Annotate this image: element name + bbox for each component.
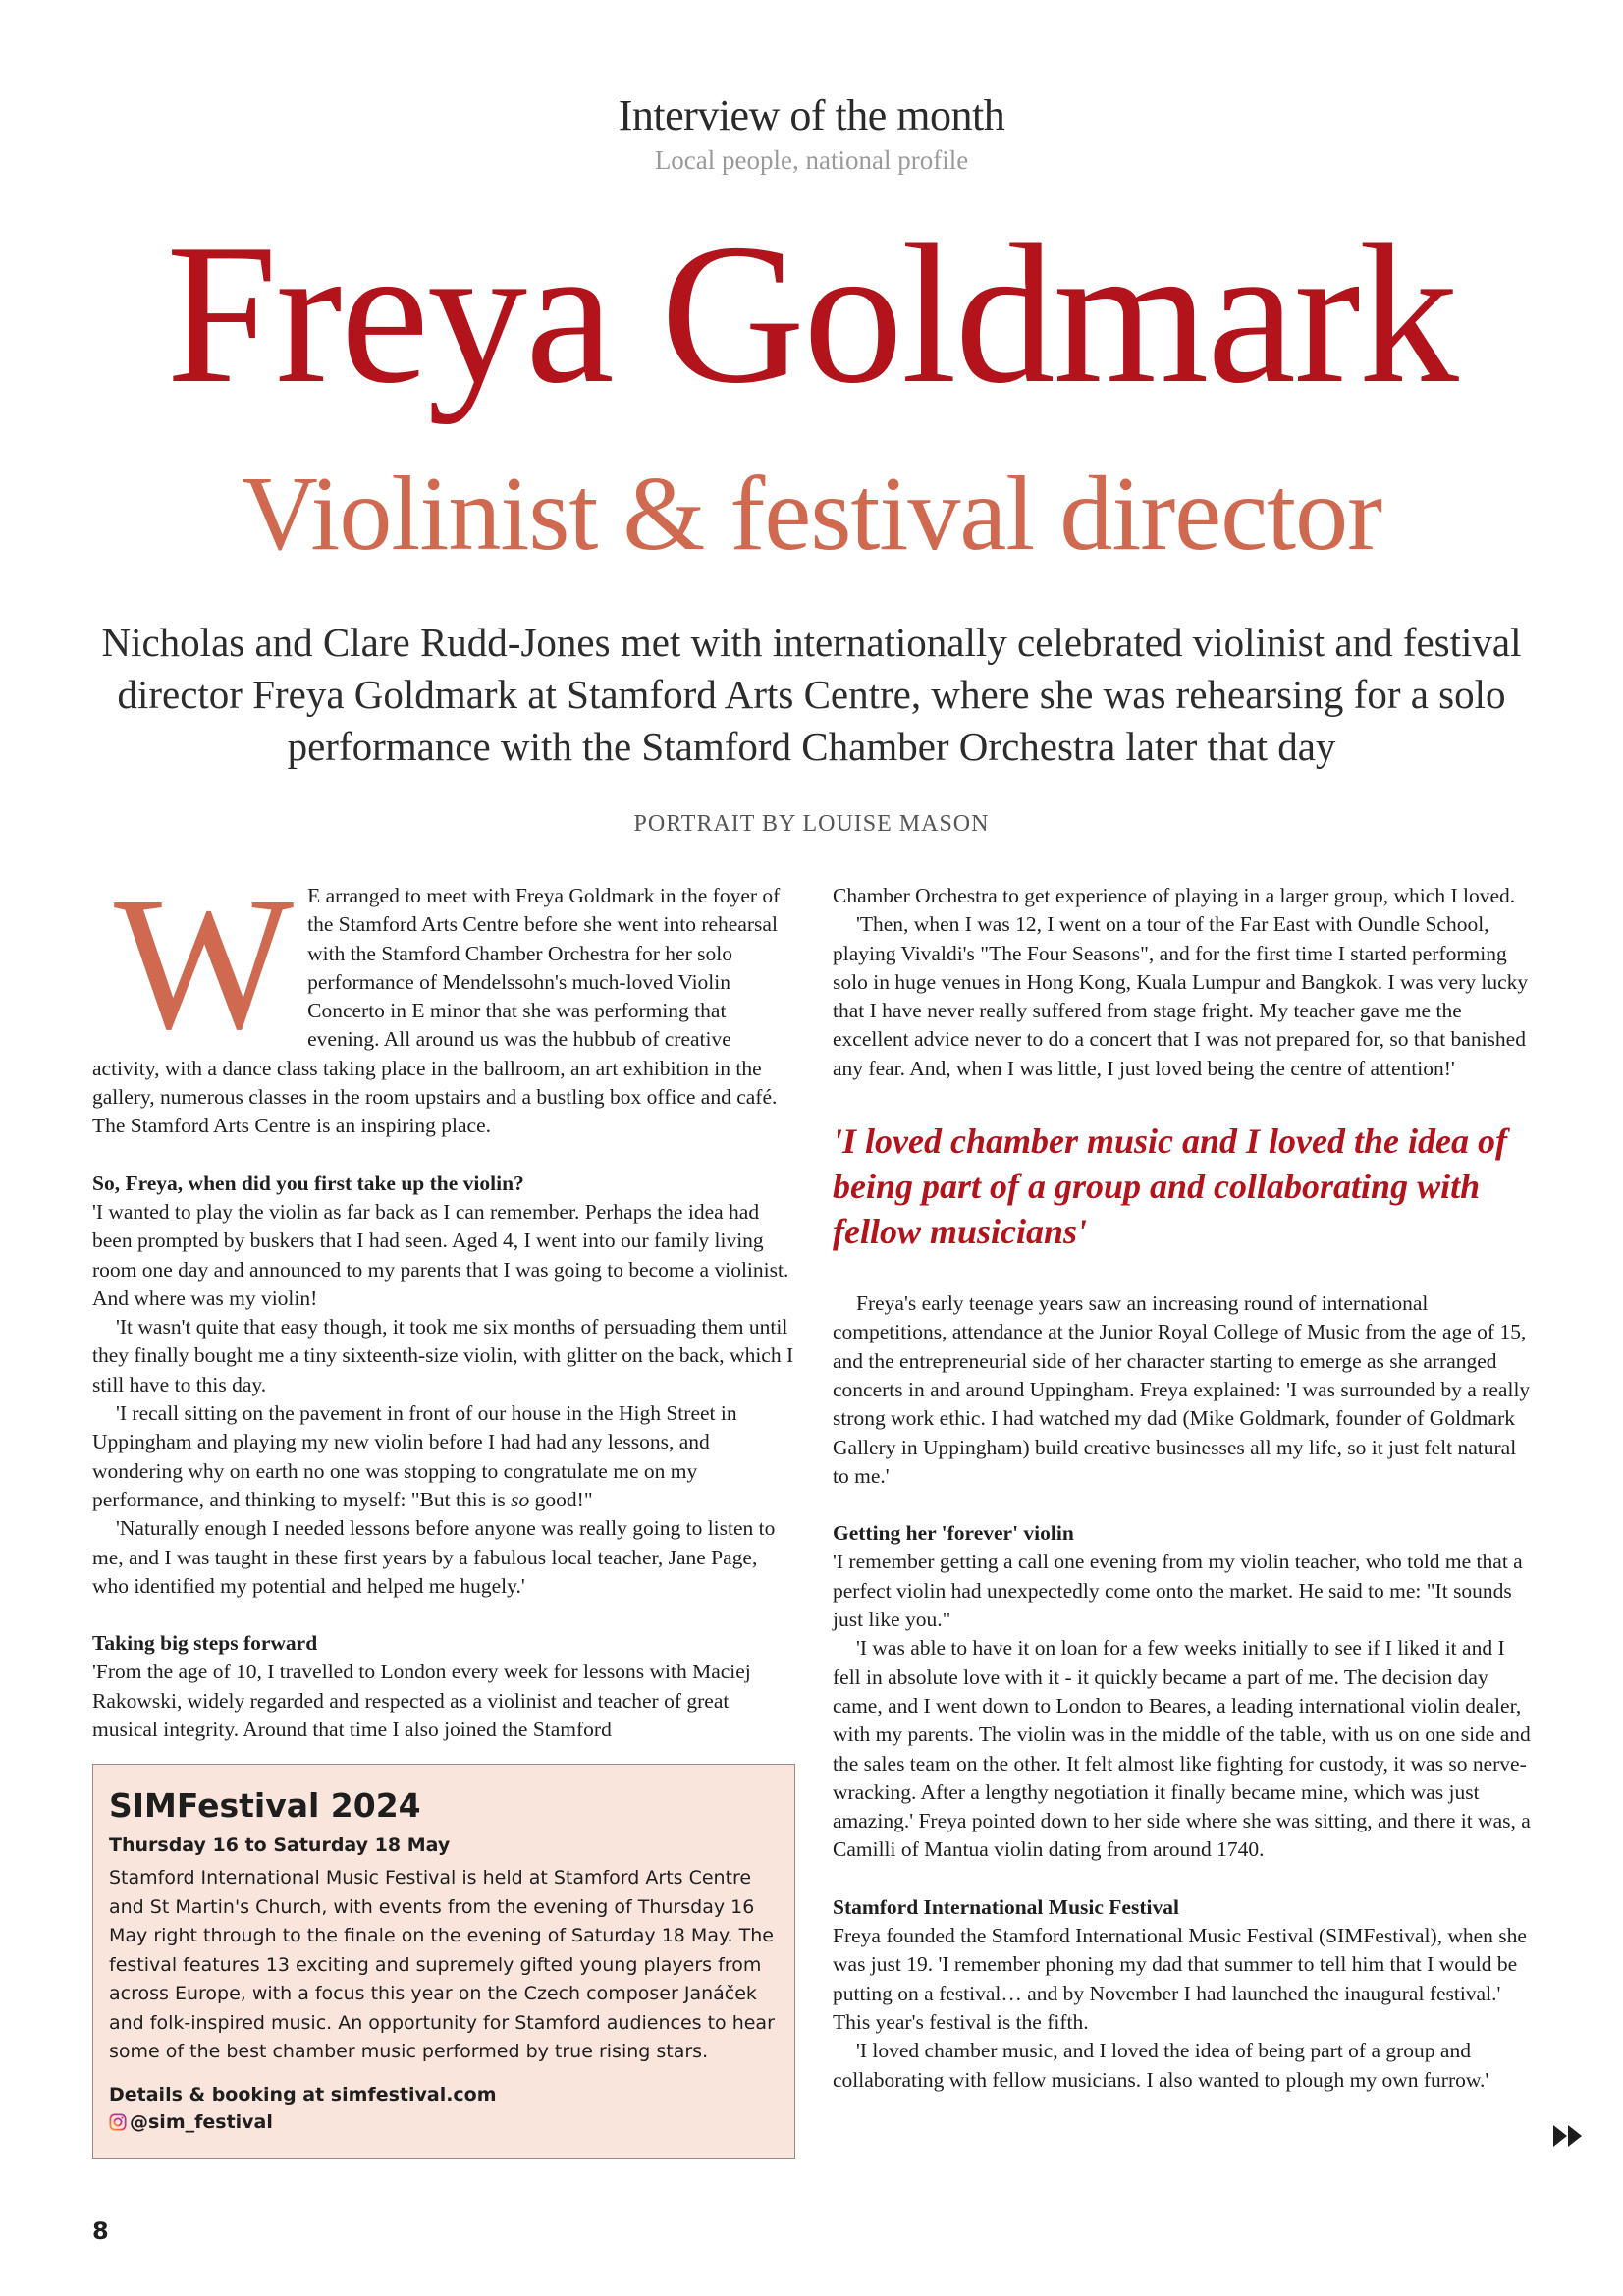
section-kicker-subtitle: Local people, national profile [654,145,969,175]
instagram-handle: @sim_festival [130,2110,273,2133]
paragraph: Freya's early teenage years saw an increasing round of international competitions, attendance at the Junior Royal College of Music from the age of 15, and the entrepreneurial side of her character starting to emerge as she arranged concerts in and around Uppingham. Freya explained: 'I was surrounded by a really strong work ethic. I had watched my dad (Mike Goldmark, founder of Goldmark Gallery in Uppingham) build creative businesses all my life, so it just felt natural to me.' [833,1291,1531,1488]
question-heading: So, Freya, when did you first take up the violin? [92,1171,524,1195]
section-kicker: Interview of the month [618,91,1005,139]
question-heading: Getting her 'forever' violin [833,1521,1074,1546]
page-title: Freya Goldmark [166,203,1457,425]
paragraph: 'Naturally enough I needed lessons before anyone was really going to listen to me, and I was taught in these first years by a fabulous local teacher, Jane Page, who identified my potential and helped me hugely.' [92,1516,776,1598]
festival-info-box [92,1764,795,2159]
intro-text: E arranged to meet with Freya Goldmark in the foyer of the Stamford Arts Centre before she went into rehearsal with the Stamford Chamber Orchestra for her solo performance of Mendelssohn's much-loved Violin Concerto in E minor that she was performing that evening. All around us was the hubbub of creative activity, with a dance class taking place in the ballroom, an art exhibition in the gallery, numerous classes in the room upstairs and a bustling box office and café. The Stamford Arts Centre is an inspiring place. [92,884,781,1138]
box-body: Stamford International Music Festival is held at Stamford Arts Centre and St Martin's Church, with events from the evening of Thursday 16 May right through to the finale on the evening of Saturday 18 May. The festival features 13 exciting and supremely gifted young players from across Europe, with a focus this year on the Czech composer Janáček and folk-inspired music. An opportunity for Stamford audiences to hear some of the best chamber music performed by true rising stars. [109,1867,775,2062]
paragraph: 'I remember getting a call one evening from my violin teacher, who told me that a perfect violin had unexpectedly come onto the market. He said to me: "It sounds just like you." [833,1550,1523,1632]
paragraph-text: good!" [529,1487,593,1511]
standfirst: Nicholas and Clare Rudd-Jones met with internationally celebrated violinist and festival director Freya Goldmark at Stamford Arts Centre, where she was rehearsing for a solo performance with the Stamford Chamber Orchestra later that day [101,620,1522,769]
pull-quote: 'I loved chamber music and I loved the idea of being part of a group and collaborating with fellow musicians' [833,1121,1507,1252]
paragraph: 'It wasn't quite that easy though, it took me six months of persuading them until they finally bought me a tiny sixteenth-size violin, with glitter on the back, which I still have to this day. [92,1315,794,1396]
article-column-right [833,882,1536,2095]
paragraph: Chamber Orchestra to get experience of playing in a larger group, which I loved. [833,884,1516,907]
paragraph-text: 'I recall sitting on the pavement in front of our house in the High Street in Uppingham and playing my new violin before I had had any lessons, and wondering why on earth no one was stopping to congratulate me on my performance, and thinking to myself: "But this is [92,1401,737,1511]
double-arrow-right-icon [1553,2125,1583,2147]
question-heading: Taking big steps forward [92,1631,318,1656]
article-column-left [92,857,795,1744]
paragraph: 'I loved chamber music, and I loved the idea of being part of a group and collaborating with fellow musicians. I also wanted to plough my own furrow.' [833,2039,1489,2092]
photo-credit: PORTRAIT BY LOUISE MASON [633,811,990,837]
paragraph: 'Then, when I was 12, I went on a tour of the Far East with Oundle School, playing Vivaldi's "The Four Seasons", and for the first time I started performing solo in huge venues in Hong Kong, Kuala Lumpur and Bangkok. I was very lucky that I have never really suffered from stage fright. My teacher gave me the excellent advice never to do a concert that I was not prepared for, so that banished any fear. And, when I was little, I just loved being the centre of attention!' [833,912,1529,1080]
question-heading: Stamford International Music Festival [833,1894,1179,1919]
paragraph: 'I wanted to play the violin as far back as I can remember. Perhaps the idea had been prompted by buskers that I had seen. Aged 4, I went into our family living room one day and announced to my parents that I was going to become a violinist. And where was my violin! [92,1199,789,1310]
paragraph: 'From the age of 10, I travelled to London every week for lessons with Maciej Rakowski, widely regarded and respected as a violinist and teacher of great musical integrity. Around that time I also joined the Stamford [92,1660,751,1742]
page-subtitle: Violinist & festival director [241,456,1382,573]
paragraph [92,1399,795,1514]
page-number: 8 [92,2217,109,2245]
paragraph: 'I was able to have it on loan for a few weeks initially to see if I liked it and I fell in absolute love with it - it quickly became a part of me. The decision day came, and I went down to London to Beares, a leading international violin dealer, with my parents. The violin was in the middle of the table, with us on one side and the sales team on the other. It felt almost like fighting for custody, it was so nerve-wracking. After a lengthy negotiation it finally became mine, which was just amazing.' Freya pointed down to her side where she was sitting, and there it was, a Camilli of Mantua violin dating from around 1740. [833,1636,1531,1862]
box-dates: Thursday 16 to Saturday 18 May [109,1834,451,1856]
booking-details[interactable]: Details & booking at simfestival.com [109,2083,497,2105]
emphasis-text: so [511,1487,530,1511]
box-title: SIMFestival 2024 [109,1786,421,1825]
intro-paragraph [92,857,795,1141]
instagram-handle-row[interactable] [109,2108,779,2136]
paragraph: Freya founded the Stamford International Music Festival (SIMFestival), when she was just 19. 'I remember phoning my dad that summer to tell him that I would be putting on a festival… and by November I had launched the inaugural festival.' This year's festival is the fifth. [833,1924,1527,2034]
drop-cap: W [114,857,295,1068]
instagram-icon [109,2113,127,2131]
